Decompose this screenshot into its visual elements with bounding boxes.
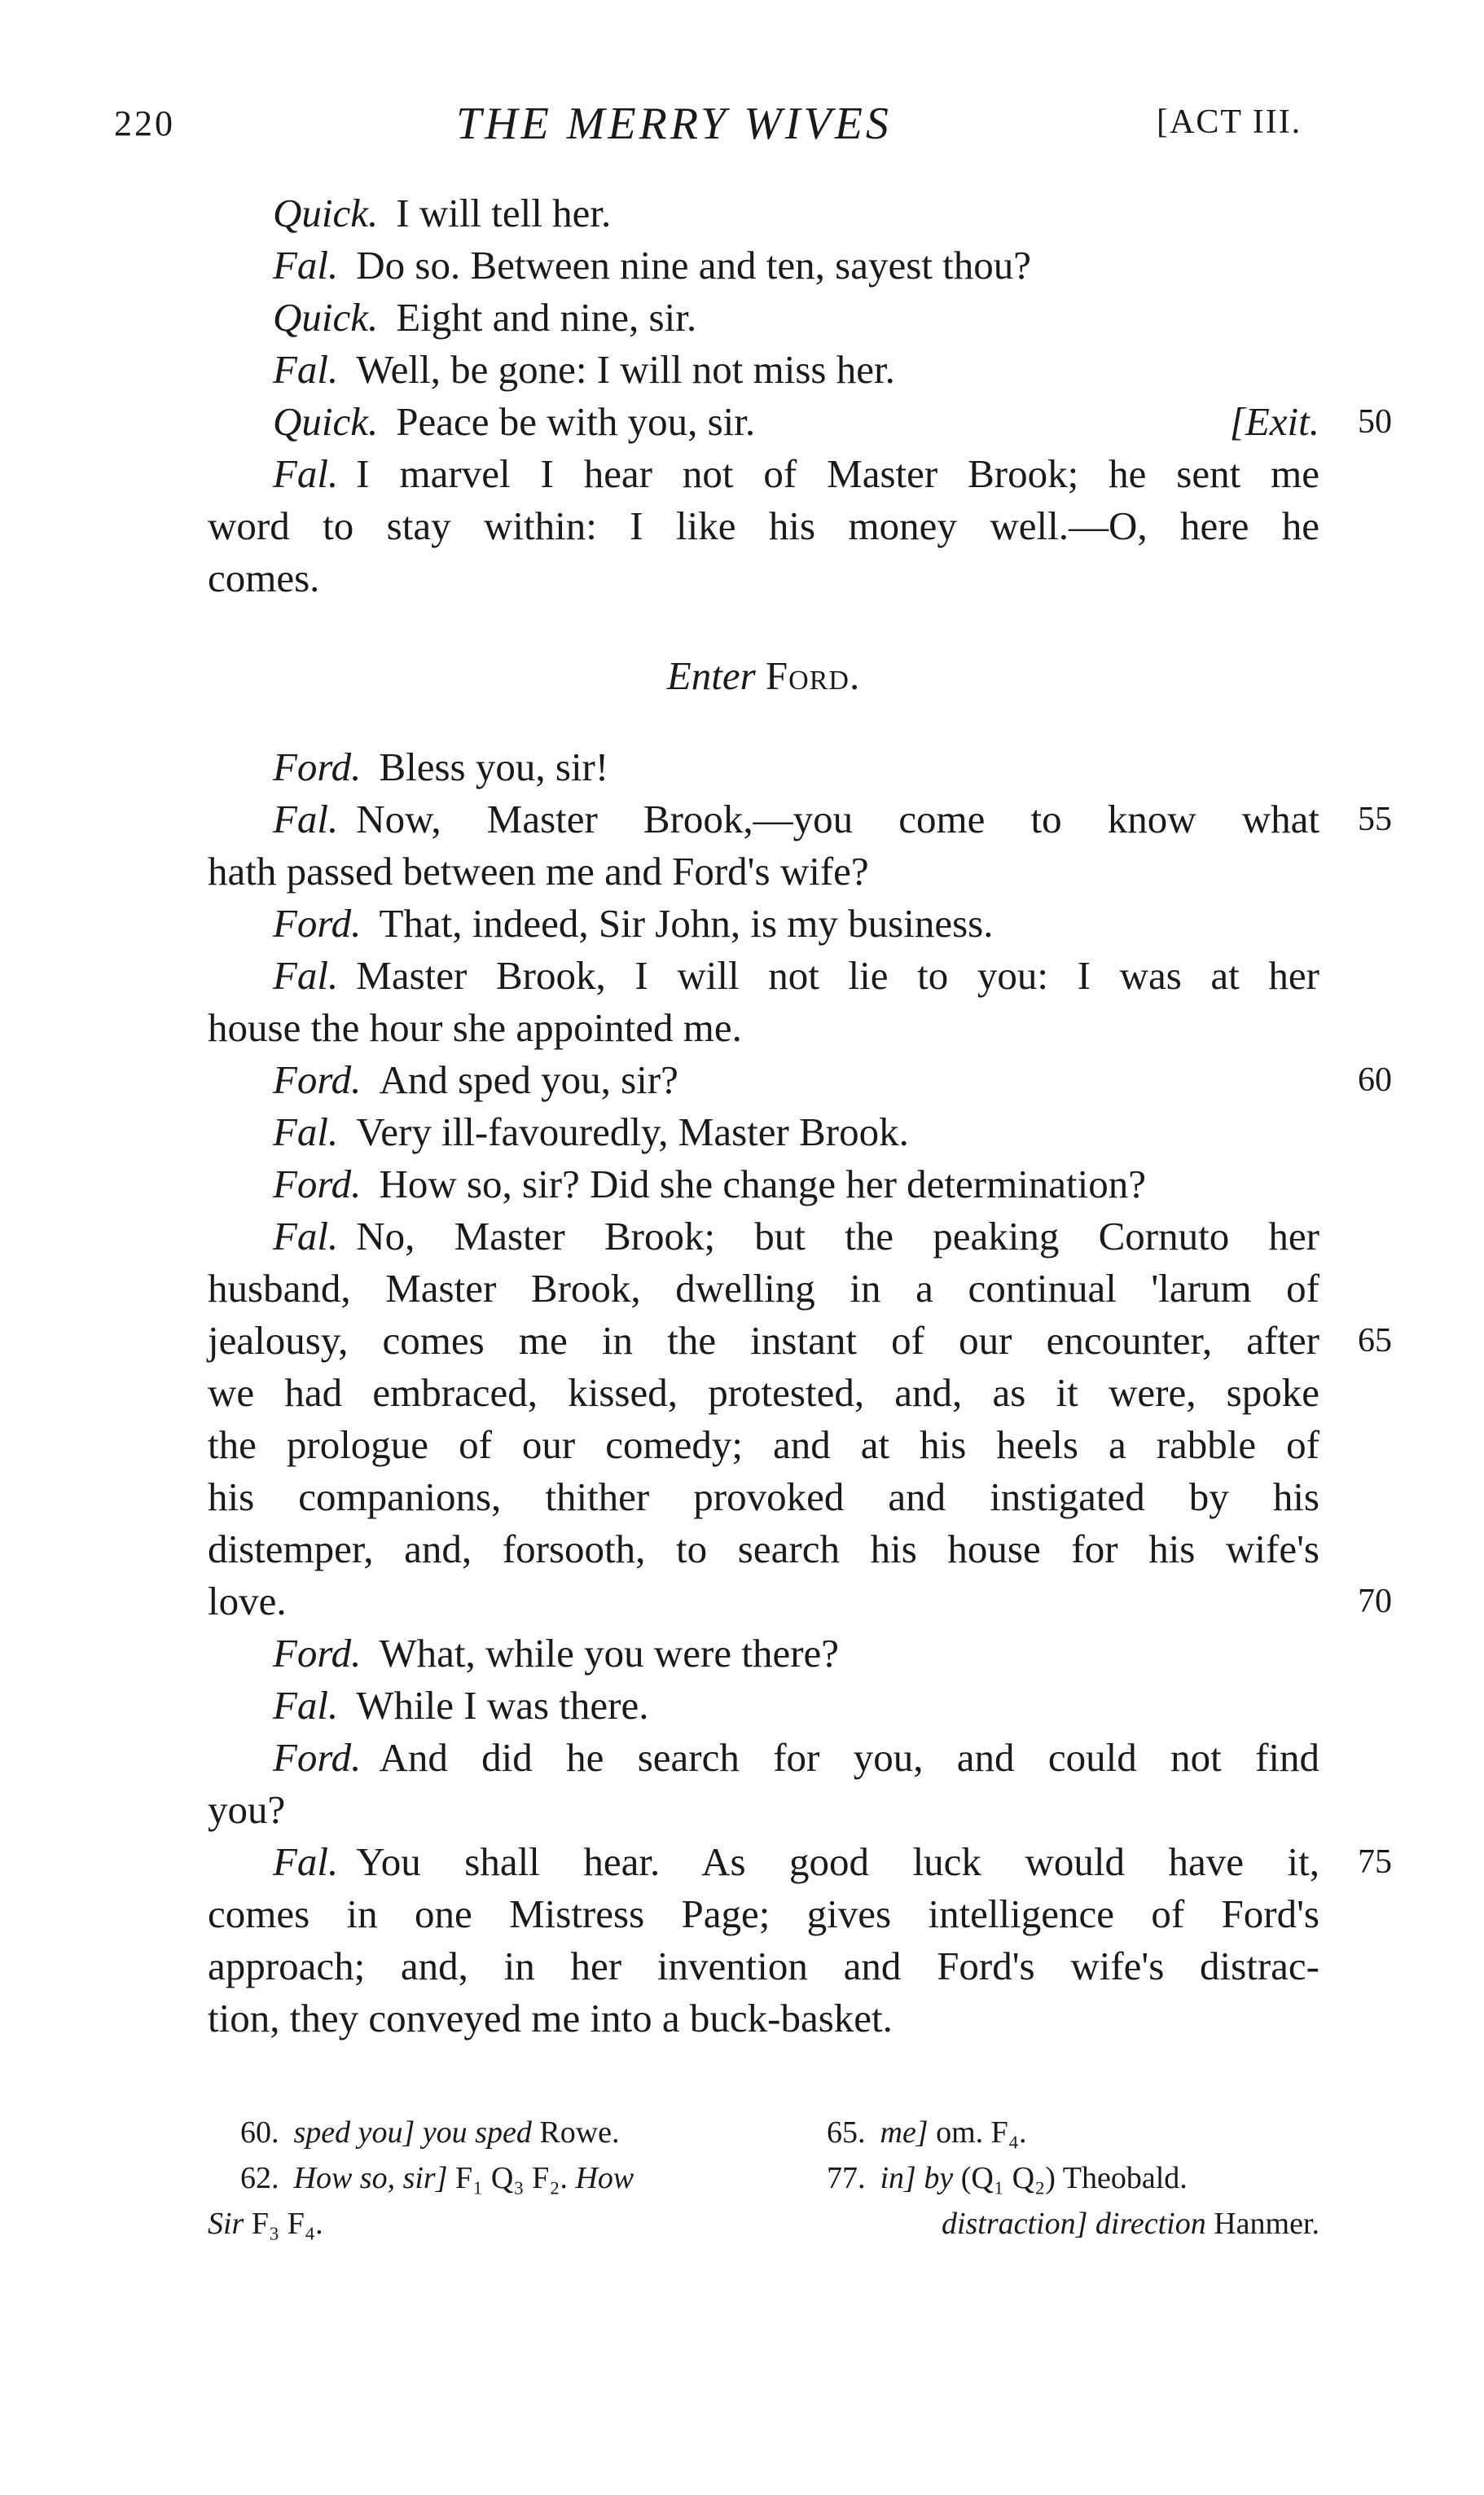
- speaker-name: Fal.: [273, 797, 339, 841]
- speaker-name: Ford.: [273, 1735, 362, 1780]
- line-text: love.: [208, 1579, 287, 1623]
- footnote-lemma: me]: [880, 2115, 929, 2150]
- footnote-sources: F₃ F₄.: [251, 2207, 323, 2241]
- line-number: 65: [1358, 1322, 1392, 1360]
- line-text: Well, be gone: I will not miss her.: [356, 347, 895, 392]
- text-line: [208, 1627, 1319, 1680]
- text-line: [208, 1680, 1319, 1732]
- footnotes-right-column: [827, 2110, 1319, 2247]
- play-text: [208, 187, 1392, 2045]
- speaker-name: Fal.: [273, 451, 339, 496]
- speaker-name: Fal.: [273, 1109, 339, 1154]
- speaker-name: Ford.: [273, 901, 362, 946]
- line-text: Very ill-favouredly, Master Brook.: [356, 1109, 909, 1154]
- footnote-reading: by: [924, 2161, 954, 2195]
- line-number: 70: [1358, 1583, 1392, 1620]
- text-line: approach; and, in her invention and Ford's wife's distrac-: [208, 1944, 1319, 1988]
- stage-direction: [208, 627, 1319, 725]
- footnote-62-continued: [208, 2201, 762, 2247]
- text-line: [208, 448, 1319, 500]
- footnote-60: [208, 2110, 762, 2155]
- stage-direction-verb: Enter: [666, 653, 756, 698]
- text-line: [208, 1158, 1319, 1210]
- footnote-77-distraction: [827, 2201, 1319, 2247]
- footnote-lemma: in]: [880, 2161, 916, 2195]
- footnote-number: 77.: [827, 2161, 866, 2195]
- speaker-name: Ford.: [273, 1162, 362, 1206]
- footnote-lemma: sped you]: [293, 2115, 415, 2150]
- text-line: [208, 187, 1319, 239]
- line-text: And sped you, sir?: [379, 1057, 678, 1102]
- line-text: I marvel I hear not of Master Brook; he sent me: [356, 451, 1319, 496]
- text-line: you?: [208, 1787, 286, 1832]
- text-line: distemper, and, forsooth, to search his house for his wife's: [208, 1526, 1319, 1571]
- text-line: [208, 1106, 1319, 1158]
- footnote-witnesses: (Q₁ Q₂): [960, 2161, 1056, 2195]
- line-text: Peace be with you, sir.: [396, 399, 756, 444]
- speaker-name: Ford.: [273, 1057, 362, 1102]
- speaker-name: Fal.: [273, 1683, 339, 1728]
- footnote-77: [827, 2155, 1319, 2201]
- text-line: [208, 1054, 1392, 1106]
- text-line: house the hour she appointed me.: [208, 1005, 742, 1050]
- text-line: husband, Master Brook, dwelling in a continual 'larum of: [208, 1266, 1319, 1311]
- footnote-number: 60.: [240, 2115, 279, 2150]
- text-line: [208, 950, 1319, 1002]
- text-line: [208, 1575, 1392, 1627]
- footnote-source: om. F₄.: [936, 2115, 1027, 2150]
- text-line: [208, 741, 1319, 793]
- footnote-reading: Sir: [208, 2207, 244, 2241]
- line-text: How so, sir? Did she change her determination?: [379, 1162, 1147, 1206]
- footnote-source: Theobald.: [1062, 2161, 1188, 2195]
- line-text: I will tell her.: [396, 191, 612, 235]
- speaker-name: Fal.: [273, 243, 339, 288]
- text-line: his companions, thither provoked and instigated by his: [208, 1474, 1319, 1519]
- act-label: [ACT III.: [1157, 103, 1302, 141]
- page-number: 220: [114, 103, 175, 143]
- line-text: And did he search for you, and could not find: [379, 1735, 1319, 1780]
- stage-direction-name: Ford.: [765, 653, 861, 698]
- line-text: Bless you, sir!: [379, 745, 609, 789]
- line-text: What, while you were there?: [379, 1631, 840, 1676]
- line-text: Eight and nine, sir.: [396, 295, 697, 340]
- speaker-name: Ford.: [273, 745, 362, 789]
- running-head: [0, 98, 1484, 163]
- text-line: hath passed between me and Ford's wife?: [208, 849, 869, 894]
- text-line: [208, 292, 1319, 344]
- footnote-reading: direction: [1095, 2207, 1206, 2241]
- text-line: [208, 1732, 1319, 1784]
- line-text: While I was there.: [356, 1683, 649, 1728]
- line-text: jealousy, comes me in the instant of our encounter, after: [208, 1318, 1319, 1363]
- text-line: comes.: [208, 556, 320, 600]
- line-text: You shall hear. As good luck would have it,: [356, 1839, 1319, 1884]
- speaker-name: Quick.: [273, 399, 379, 444]
- text-line: we had embraced, kissed, protested, and, as it were, spoke: [208, 1370, 1319, 1415]
- text-line: [208, 1836, 1392, 1888]
- text-line: [208, 396, 1392, 448]
- text-line: tion, they conveyed me into a buck-basket.: [208, 1996, 893, 2040]
- text-line: [208, 1315, 1392, 1367]
- text-line: [208, 898, 1319, 950]
- footnote-reading: you sped: [422, 2115, 532, 2150]
- line-text: Master Brook, I will not lie to you: I was at her: [356, 953, 1319, 998]
- speaker-name: Fal.: [273, 1839, 339, 1884]
- line-text: Do so. Between nine and ten, sayest thou?: [356, 243, 1032, 288]
- line-text: Now, Master Brook,—you come to know what: [356, 797, 1319, 841]
- line-number: 50: [1358, 403, 1392, 441]
- footnotes-left-column: [208, 2110, 762, 2247]
- text-line: [208, 793, 1392, 846]
- footnote-source: Hanmer.: [1214, 2207, 1319, 2241]
- line-text: No, Master Brook; but the peaking Cornuto her: [356, 1214, 1319, 1258]
- text-line: the prologue of our comedy; and at his heels a rabble of: [208, 1422, 1319, 1467]
- footnote-lemma: How so, sir]: [293, 2161, 448, 2195]
- speaker-name: Quick.: [273, 191, 379, 235]
- text-line: [208, 344, 1319, 396]
- speaker-name: Ford.: [273, 1631, 362, 1676]
- running-title: THE MERRY WIVES: [456, 99, 892, 149]
- footnote-sources: F₁ Q₃ F₂.: [455, 2161, 568, 2195]
- exit-direction: [Exit.: [1229, 399, 1319, 444]
- footnote-number: 65.: [827, 2115, 866, 2150]
- text-line: [208, 1210, 1319, 1263]
- footnote-number: 62.: [240, 2161, 279, 2195]
- footnote-lemma: distraction]: [941, 2207, 1088, 2241]
- text-line: word to stay within: I like his money well.—O, here he: [208, 503, 1319, 548]
- footnote-source: Rowe.: [539, 2115, 620, 2150]
- footnote-reading: How: [575, 2161, 634, 2195]
- speaker-name: Fal.: [273, 1214, 339, 1258]
- line-number: 75: [1358, 1843, 1392, 1881]
- line-number: 55: [1358, 801, 1392, 838]
- footnote-65: [827, 2110, 1319, 2155]
- footnote-62: [208, 2155, 762, 2201]
- text-line: [208, 239, 1319, 292]
- speaker-name: Quick.: [273, 295, 379, 340]
- speaker-name: Fal.: [273, 347, 339, 392]
- speaker-name: Fal.: [273, 953, 339, 998]
- line-text: That, indeed, Sir John, is my business.: [379, 901, 994, 946]
- line-number: 60: [1358, 1061, 1392, 1099]
- text-line: comes in one Mistress Page; gives intelligence of Ford's: [208, 1891, 1319, 1936]
